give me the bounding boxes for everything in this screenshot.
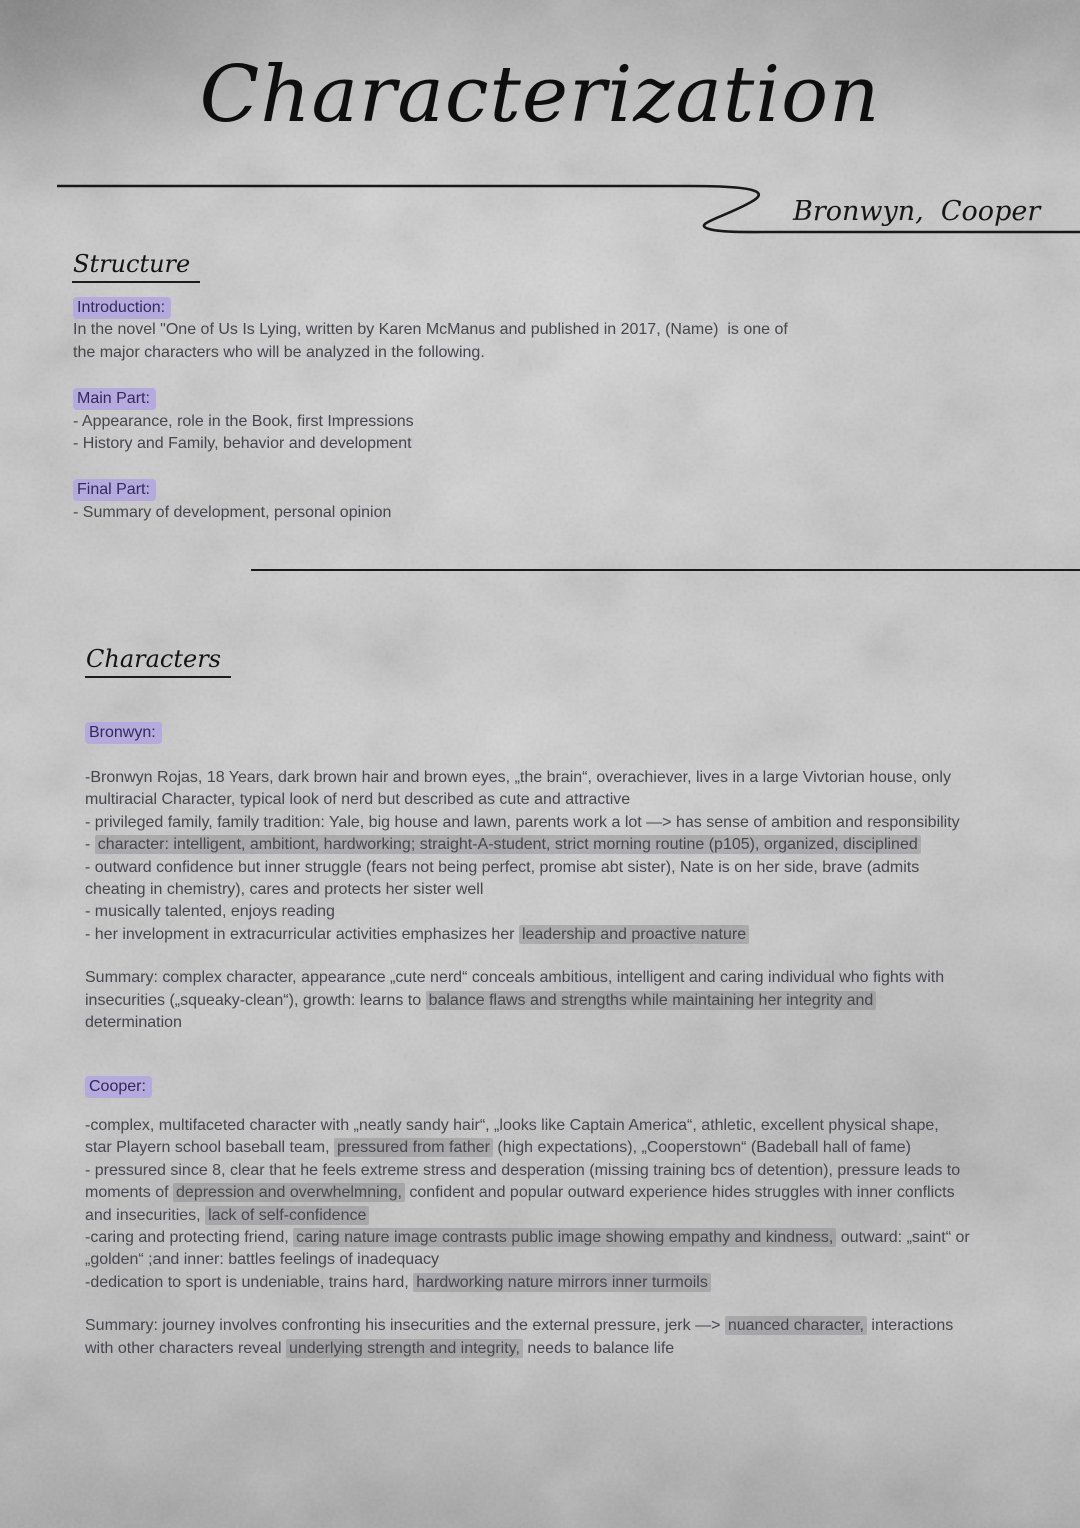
text-line: - character: intelligent, ambitiont, hardworking; straight-A-student, strict morning routine (p105), organized, disciplined [85,834,960,856]
structure-heading: Structure [72,250,200,283]
text-line: - her invelopment in extracurricular activities emphasizes her leadership and proactive nature [85,924,960,946]
final-part-lines [73,502,788,524]
text-line: -complex, multifaceted character with „neatly sandy hair“, „looks like Captain America“, athletic, excellent physical shape, [85,1117,939,1134]
text-line: and insecurities, lack of self-confidence [85,1205,970,1227]
bronwyn-summary [85,967,960,1034]
main-part-lines [73,411,788,456]
introduction-lines [73,319,788,364]
text-line: - Appearance, role in the Book, first Impressions [73,412,414,430]
text-line: determination [85,1014,182,1032]
page-title: Characterization [199,50,881,140]
text-line: multiracial Character, typical look of nerd but described as cute and attractive [85,791,631,809]
text-line: -Bronwyn Rojas, 18 Years, dark brown hair and brown eyes, „the brain“, overachiever, lives in a large Vivtorian house, only [85,769,951,786]
introduction-block [73,297,788,364]
text-line: moments of depression and overwhelmning, confident and popular outward experience hides struggles with inner conflicts [85,1184,955,1202]
text-line: „golden“ ;and inner: battles feelings of inadequacy [85,1251,440,1269]
text-line: with other characters reveal underlying strength and integrity, needs to balance life [85,1339,675,1357]
text-line: In the novel "One of Us Is Lying, written by Karen McManus and published in 2017, (Name) is one of [73,321,788,339]
cooper-description [85,1115,970,1294]
text-line: the major characters who will be analyzed in the following. [73,343,485,361]
bronwyn-section [85,767,960,1034]
text-line: Summary: journey involves confronting his insecurities and the external pressure, jerk —> nuanced character, interactions [85,1317,954,1335]
cooper-label: Cooper: [85,1076,152,1098]
text-line: insecurities („squeaky-clean“), growth: learns to balance flaws and strengths while maintaining her integrity and [85,990,960,1012]
main-part-block [73,388,788,455]
text-line: - History and Family, behavior and development [73,435,412,452]
text-line: - privileged family, family tradition: Yale, big house and lawn, parents work a lot —> has sense of ambition and responsibility [85,813,960,831]
bronwyn-label: Bronwyn: [85,722,162,744]
bronwyn-label-row [85,722,162,744]
final-part-block [73,479,788,524]
cooper-label-row [85,1076,152,1098]
text-line: cheating in chemistry), cares and protects her sister well [85,881,484,899]
text-line: - musically talented, enjoys reading [85,903,335,921]
text-line: Summary: complex character, appearance „cute nerd“ conceals ambitious, intelligent and caring individual who fights with [85,969,945,987]
characters-heading: Characters [85,645,231,678]
text-line: -dedication to sport is undeniable, trains hard, hardworking nature mirrors inner turmoils [85,1272,970,1294]
final-part-label: Final Part: [73,479,156,501]
structure-section [73,297,788,548]
introduction-label: Introduction: [73,297,171,319]
main-part-label: Main Part: [73,388,156,410]
text-line: star Playern school baseball team, pressured from father (high expectations), „Cooperstown“ (Badeball hall of fame) [85,1139,911,1157]
cooper-section [85,1115,970,1360]
bronwyn-description [85,767,960,946]
text-line: - outward confidence but inner struggle (fears not being perfect, promise abt sister), Nate is on her side, brave (admits [85,858,920,876]
text-line: -caring and protecting friend, caring nature image contrasts public image showing empathy and kindness, outward: „saint“ or [85,1229,970,1247]
section-divider-line [251,569,1080,571]
text-line: - pressured since 8, clear that he feels extreme stress and desperation (missing training bcs of detention), pressure leads to [85,1161,961,1179]
authors-names: Bronwyn, Cooper [793,196,1041,227]
cooper-summary [85,1315,970,1360]
text-line: - Summary of development, personal opinion [73,503,392,521]
